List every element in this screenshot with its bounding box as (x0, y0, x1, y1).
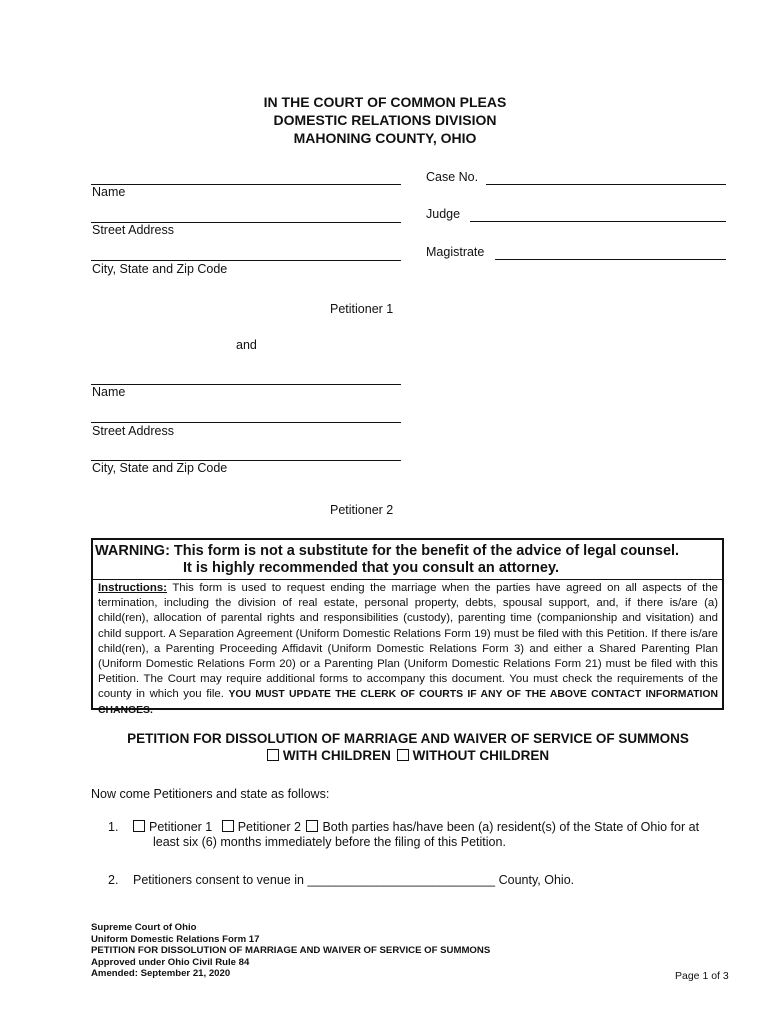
judge-field[interactable] (470, 221, 726, 222)
and-label: and (236, 338, 257, 352)
footer (91, 922, 490, 980)
petitioner1-street-label: Street Address (92, 223, 174, 237)
with-children-checkbox[interactable] (267, 749, 279, 761)
item1-continuation: least six (6) months immediately before the filing of this Petition. (153, 835, 506, 849)
item1-petitioner1-checkbox[interactable] (133, 820, 145, 832)
petitioner1-city-field[interactable] (91, 260, 401, 261)
item1-number: 1. (108, 820, 119, 834)
case-no-label: Case No. (426, 170, 479, 184)
item1-petitioner2-checkbox[interactable] (222, 820, 234, 832)
item1-both-checkbox[interactable] (306, 820, 318, 832)
warning-line1: WARNING: This form is not a substitute for the benefit of the advice of legal counsel. (95, 543, 680, 559)
item1-both-label: Both parties has/have been (a) resident(s) of the State of Ohio for at (322, 820, 700, 834)
instructions-text (93, 580, 722, 718)
warning-box (91, 538, 724, 716)
instructions-body: This form is used to request ending the marriage when the parties have agreed on all aspects of the termination, including the division of real estate, personal property, debts, spousal support, and, if there is/are (a) child(ren), allocation of parental rights and responsibilities (custody), parenting time (companionship and visitation) and child support. A Separation Agreement (Uniform Domestic Relations Form 19) must be filed with this Petition. If there is/are child(ren), a Parenting Proceeding Affidavit (Uniform Domestic Relations Form 3) and either a Shared Parenting Plan (Uniform Domestic Relations Form 20) or a Parenting Plan (Uniform Domestic Relations Form 21) must be filed with this Petition. The Court may require additional forms to accompany this document. You must check the requirements of the county in which you file. (98, 582, 718, 701)
case-no-field[interactable] (486, 184, 726, 185)
footer-form-title: PETITION FOR DISSOLUTION OF MARRIAGE AND WAIVER OF SERVICE OF SUMMONS (91, 945, 491, 957)
item1-petitioner2-label: Petitioner 2 (237, 820, 301, 834)
item2-text-after: County, Ohio. (498, 873, 575, 887)
petitioner2-city-label: City, State and Zip Code (92, 461, 228, 475)
petitioner1-name-field[interactable] (91, 184, 401, 185)
petition-title: PETITION FOR DISSOLUTION OF MARRIAGE AND WAIVER OF SERVICE OF SUMMONS (127, 731, 689, 746)
instructions-update-notice: YOU MUST UPDATE THE CLERK OF COURTS IF ANY OF THE ABOVE CONTACT INFORMATION CHANGES. (98, 689, 718, 716)
petitioner1-name-label: Name (92, 185, 126, 199)
petitioner2-street-label: Street Address (92, 424, 174, 438)
division-title: DOMESTIC RELATIONS DIVISION (273, 112, 497, 128)
item2-number: 2. (108, 873, 119, 887)
without-children-checkbox[interactable] (397, 749, 409, 761)
petitioner1-role: Petitioner 1 (330, 302, 394, 316)
judge-label: Judge (426, 207, 461, 221)
petitioner2-name-label: Name (92, 385, 126, 399)
warning-line2: It is highly recommended that you consult an attorney. (183, 560, 559, 576)
footer-approval: Approved under Ohio Civil Rule 84 (91, 956, 250, 968)
petitioner1-city-label: City, State and Zip Code (92, 262, 228, 276)
court-title: IN THE COURT OF COMMON PLEAS (263, 94, 507, 110)
petitioner2-street-field[interactable] (91, 422, 401, 423)
petitioner2-role: Petitioner 2 (330, 503, 394, 517)
intro-text: Now come Petitioners and state as follows: (91, 787, 330, 801)
magistrate-label: Magistrate (426, 245, 485, 259)
item2-venue (133, 873, 574, 887)
instructions-label: Instructions: (98, 582, 167, 594)
item2-text-before: Petitioners consent to venue in (133, 873, 304, 887)
warning-heading (93, 540, 722, 580)
petition-type-options (0, 748, 770, 763)
magistrate-field[interactable] (495, 259, 726, 260)
petitioner2-name-field[interactable] (91, 384, 401, 385)
footer-form-number: Uniform Domestic Relations Form 17 (91, 933, 260, 945)
without-children-label: WITHOUT CHILDREN (412, 748, 550, 763)
footer-court: Supreme Court of Ohio (91, 922, 197, 933)
with-children-label: WITH CHILDREN (282, 748, 391, 763)
venue-county-field[interactable]: ___________________________ (307, 873, 496, 887)
item1-petitioner1-label: Petitioner 1 (149, 820, 213, 834)
item1-residency (133, 820, 699, 834)
footer-amended: Amended: September 21, 2020 (91, 968, 231, 980)
county-title: MAHONING COUNTY, OHIO (293, 130, 477, 146)
page-number: Page 1 of 3 (675, 970, 729, 982)
